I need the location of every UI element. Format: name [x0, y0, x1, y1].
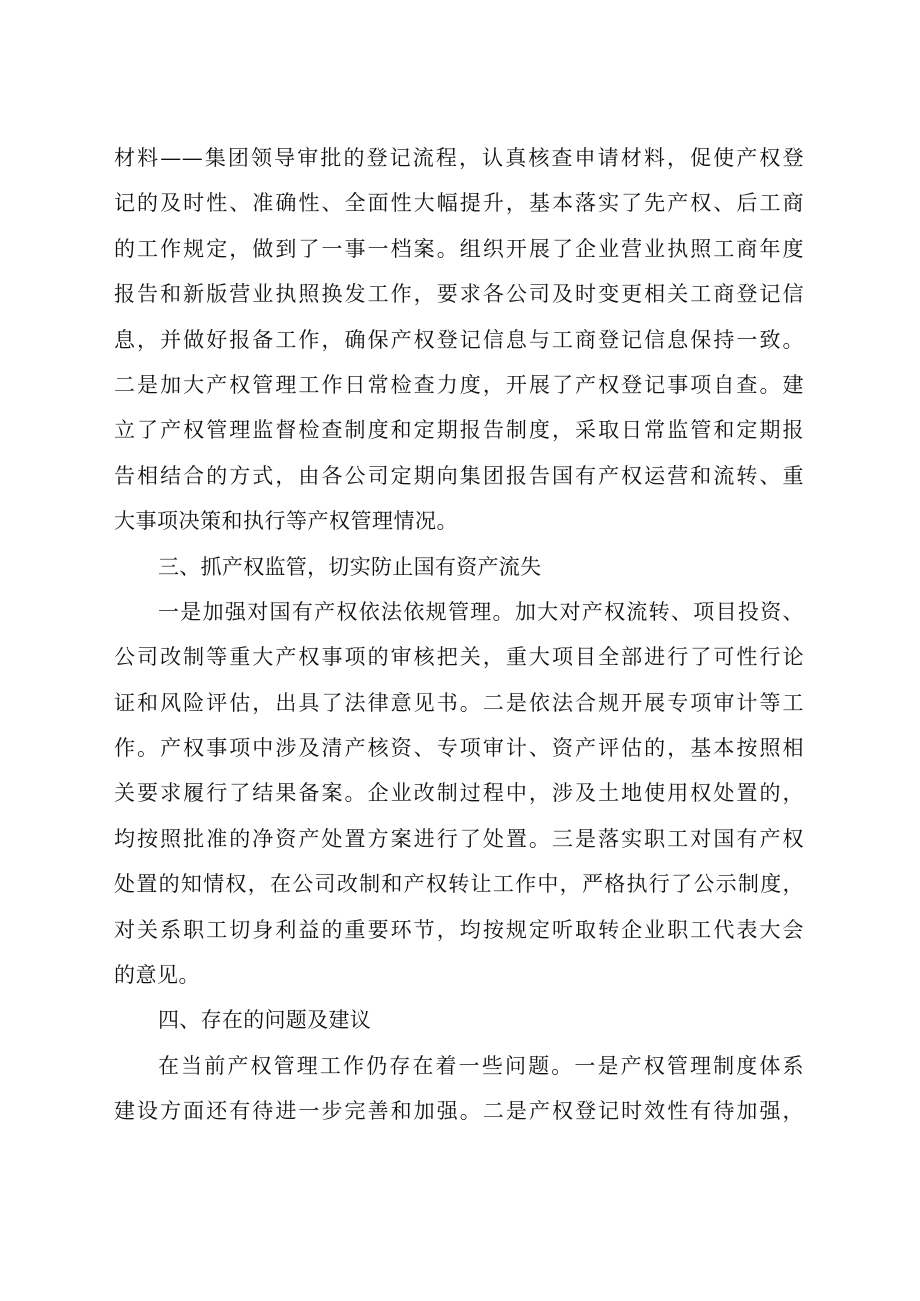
- paragraph-line: 大事项决策和执行等产权管理情况。: [114, 509, 458, 534]
- paragraph-line: 材料——集团领导审批的登记流程，认真核查申请材料，促使产权登: [114, 146, 804, 170]
- paragraph-line: 的工作规定，做到了一事一档案。组织开展了企业营业执照工商年度: [114, 236, 804, 261]
- paragraph-line: 报告和新版营业执照换发工作，要求各公司及时变更相关工商登记信: [114, 282, 804, 307]
- paragraph-line: 建设方面还有待进一步完善和加强。二是产权登记时效性有待加强，: [114, 1099, 804, 1124]
- paragraph-line: 告相结合的方式，由各公司定期向集团报告国有产权运营和流转、重: [114, 463, 804, 488]
- paragraph-line: 二是加大产权管理工作日常检查力度，开展了产权登记事项自查。建: [114, 372, 804, 397]
- paragraph-line: 记的及时性、准确性、全面性大幅提升，基本落实了先产权、后工商: [114, 191, 804, 216]
- section-heading-3: 三、抓产权监管，切实防止国有资产流失: [158, 554, 542, 579]
- paragraph-line: 关要求履行了结果备案。企业改制过程中，涉及土地使用权处置的，: [114, 781, 804, 806]
- paragraph-line: 息，并做好报备工作，确保产权登记信息与工商登记信息保持一致。: [114, 327, 804, 352]
- paragraph-line: 对关系职工切身利益的重要环节，均按规定听取转企业职工代表大会: [114, 917, 804, 942]
- paragraph-line: 处置的知情权，在公司改制和产权转让工作中，严格执行了公示制度，: [114, 872, 804, 897]
- paragraph-line: 的意见。: [114, 963, 200, 988]
- paragraph-line: 在当前产权管理工作仍存在着一些问题。一是产权管理制度体系: [158, 1053, 804, 1078]
- paragraph-line: 一是加强对国有产权依法依规管理。加大对产权流转、项目投资、: [158, 599, 804, 624]
- paragraph-line: 证和风险评估，出具了法律意见书。二是依法合规开展专项审计等工: [114, 690, 804, 715]
- paragraph-line: 立了产权管理监督检查制度和定期报告制度，采取日常监管和定期报: [114, 418, 804, 443]
- section-heading-4: 四、存在的问题及建议: [158, 1008, 371, 1033]
- paragraph-line: 作。产权事项中涉及清产核资、专项审计、资产评估的，基本按照相: [114, 736, 804, 761]
- paragraph-line: 公司改制等重大产权事项的审核把关，重大项目全部进行了可性行论: [114, 645, 804, 670]
- paragraph-line: 均按照批准的净资产处置方案进行了处置。三是落实职工对国有产权: [114, 826, 804, 851]
- document-body: [114, 136, 804, 1135]
